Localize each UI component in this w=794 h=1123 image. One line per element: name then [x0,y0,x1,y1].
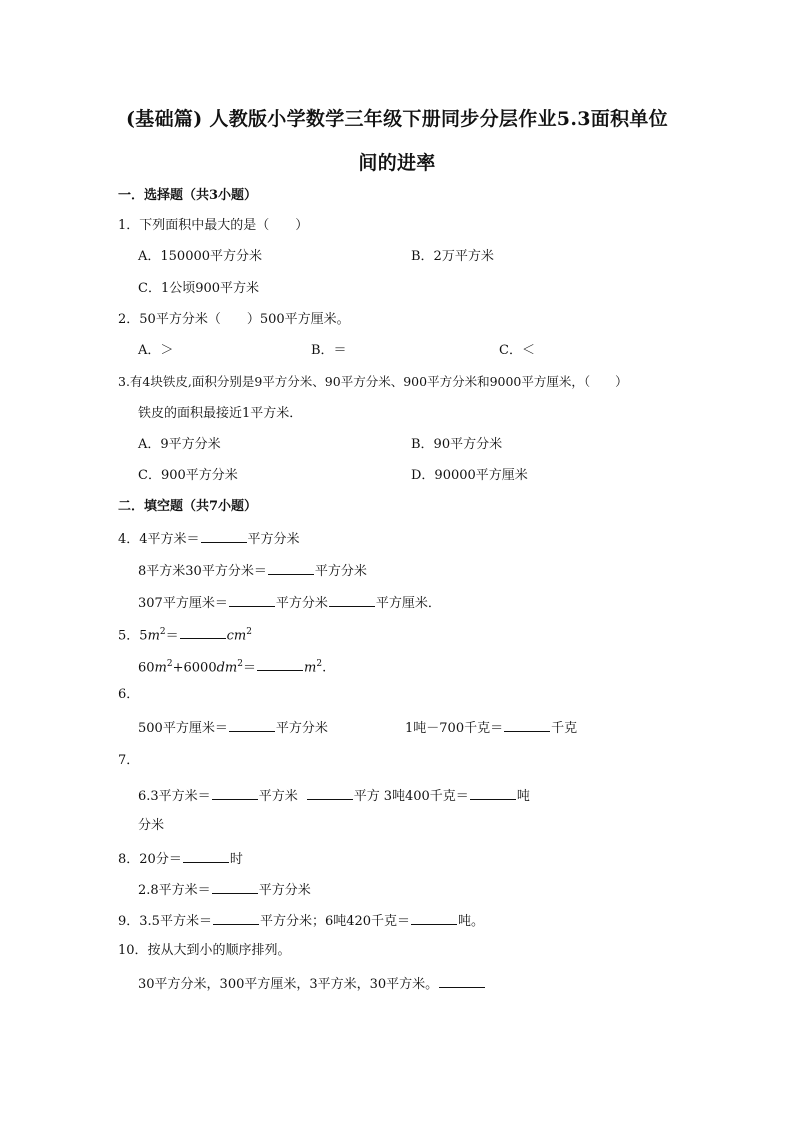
exponent: 2 [316,659,323,669]
question-8-unit: 时 [229,852,243,867]
answer-blank[interactable] [257,657,303,671]
question-2-option-c: C．＜ [499,343,535,358]
question-9-line [118,911,484,931]
exponent: 2 [246,627,252,637]
question-3-option-d: D．90000平方厘米 [411,468,528,483]
question-4-line-1 [118,529,300,549]
question-2-option-b: B．＝ [311,343,347,358]
section-heading-choice: 一．选择题（共3小题） [118,188,258,203]
question-number: 5． [118,628,140,644]
question-3-option-a: A．9平方分米 [138,437,221,452]
question-7-unit: 平方 [353,789,380,804]
question-7-line-1 [138,786,530,806]
question-10-stem: 10．按从大到小的顺序排列。 [118,943,291,958]
question-1-option-b: B．2万平方米 [411,249,494,264]
question-4-text: 307平方厘米＝ [138,596,228,611]
answer-blank[interactable] [180,625,226,639]
period: . [322,660,327,676]
question-6-part-1 [138,718,328,738]
question-6-unit: 千克 [551,721,578,736]
question-4-unit: 平方分米 [275,596,328,611]
answer-blank[interactable] [504,718,550,732]
question-3-stem: 3.有4块铁皮,面积分别是9平方分米、90平方分米、900平方分米和9000平方厘米，（ ） [118,374,628,389]
question-10-line [138,974,486,994]
answer-blank[interactable] [212,880,258,894]
document-title-line-2: 间的进率 [358,152,436,174]
question-6-text: 500平方厘米＝ [138,721,228,736]
unit: cm [226,628,247,644]
question-3-option-c: C．900平方分米 [138,468,238,483]
question-3-stem-continued: 铁皮的面积最接近1平方米． [138,406,303,421]
answer-blank[interactable] [439,974,485,988]
question-9-unit: 吨。 [458,914,485,929]
answer-blank[interactable] [229,593,275,607]
question-4-line-2 [138,561,367,581]
answer-blank[interactable] [212,786,258,800]
question-8-text: 2.8平方米＝ [138,883,211,898]
question-2-stem: 2．50平方分米（ ）500平方厘米。 [118,312,350,327]
section-heading-fill-in: 二．填空题（共7小题） [118,499,258,514]
answer-blank[interactable] [229,718,275,732]
question-6-part-2 [405,718,577,738]
value: +6000 [172,660,217,676]
question-7-line-2: 分米 [138,818,165,833]
question-3-option-b: B．90平方分米 [411,437,503,452]
document-title-line-1: (基础篇) 人教版小学数学三年级下册同步分层作业5.3面积单位 [126,108,668,130]
question-10-items: 30平方分米，300平方厘米，3平方米，30平方米。 [138,977,439,992]
exponent: 2 [237,659,243,669]
answer-blank[interactable] [411,911,457,925]
value: 5 [139,628,148,644]
question-5-line-1 [118,623,252,645]
question-6-number: 6． [118,687,140,702]
exponent: 2 [166,659,173,669]
question-7-number: 7． [118,753,140,768]
question-2-option-a: A．＞ [138,343,174,358]
question-4-line-3 [138,593,441,613]
question-8-line-2 [138,880,311,900]
question-8-text: 8．20分＝ [118,852,182,867]
question-9-text: 9．3.5平方米＝ [118,914,212,929]
answer-blank[interactable] [268,561,314,575]
value: 60 [138,660,155,676]
question-5-line-2 [138,655,326,677]
question-4-unit: 平方分米 [314,564,367,579]
equals-sign: ＝ [165,628,179,644]
answer-blank[interactable] [213,911,259,925]
question-1-option-c: C．1公顷900平方米 [138,281,260,296]
answer-blank[interactable] [183,849,229,863]
unit: m [147,628,160,644]
exponent: 2 [159,627,166,637]
answer-blank[interactable] [470,786,516,800]
question-7-unit: 平方米 [258,789,298,804]
unit: m [154,660,167,676]
question-4-unit: 平方厘米． [375,596,441,611]
equals-sign: ＝ [242,660,256,676]
unit: dm [216,660,238,676]
question-4-text: 4．4平方米＝ [118,532,200,547]
question-9-text: 平方分米；6吨420千克＝ [259,914,411,929]
answer-blank[interactable] [307,786,353,800]
answer-blank[interactable] [201,529,247,543]
question-7-text: 3吨400千克＝ [383,789,469,804]
answer-blank[interactable] [329,593,375,607]
question-6-text: 1吨－700千克＝ [405,721,504,736]
question-4-text: 8平方米30平方分米＝ [138,564,267,579]
unit: m [304,660,317,676]
question-8-unit: 平方分米 [258,883,311,898]
question-1-stem: 1．下列面积中最大的是（ ） [118,218,309,233]
question-8-line-1 [118,849,243,869]
question-7-text: 6.3平方米＝ [138,789,211,804]
question-1-option-a: A．150000平方分米 [138,249,263,264]
question-7-unit: 吨 [516,789,530,804]
question-6-unit: 平方分米 [275,721,328,736]
question-4-unit: 平方分米 [247,532,300,547]
